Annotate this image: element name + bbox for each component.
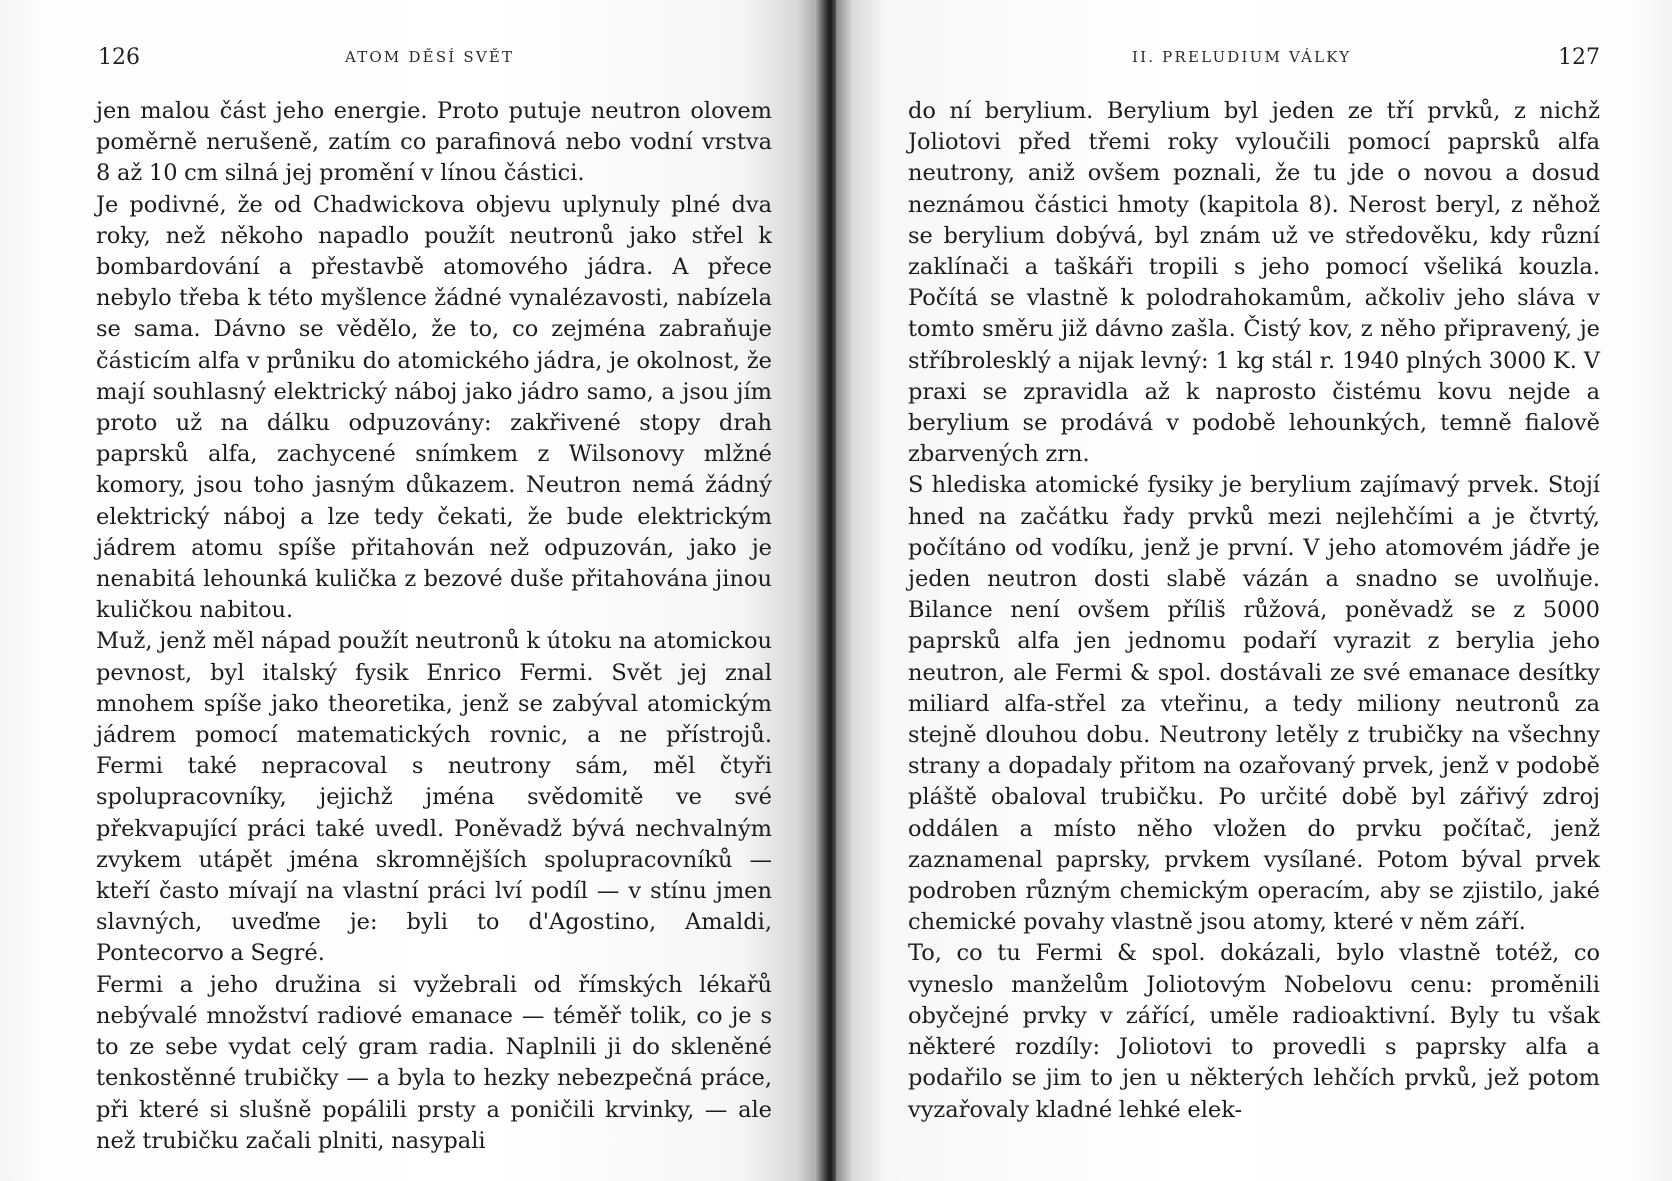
running-head: II. PRELUDIUM VÁLKY	[1132, 48, 1352, 66]
page-number: 126	[98, 45, 140, 70]
body-text	[908, 96, 1600, 1126]
left-page	[0, 0, 822, 1181]
right-page	[836, 0, 1672, 1181]
body-text	[96, 96, 772, 1157]
running-head: ATOM DĚSÍ SVĚT	[345, 48, 515, 66]
paragraph: S hlediska atomické fysiky je berylium zajímavý prvek. Stojí hned na začátku řady prvků mezi nejlehčími a je čtvrtý, počítáno od vodíku, jenž je první. V jeho atomovém jádře je jeden neutron dosti slabě vázán a snadno se uvolňuje. Bilance není ovšem příliš růžová, poněvadž se z 5000 paprsků alfa jen jednomu podaří vyrazit z berylia jeho neutron, ale Fermi & spol. dostávali ze své emanace desítky miliard alfa-střel za vteřinu, a tedy miliony neutronů za stejně dlouhou dobu. Neutrony letěly z trubičky na všechny strany a dopadaly přitom na ozařovaný prvek, jenž v podobě pláště obaloval trubičku. Po určité době byl zářivý zdroj oddálen a místo něho vložen do prvku počítač, jenž zaznamenal paprsky, prvkem vysílané. Potom býval prvek podroben různým chemickým operacím, aby se zjistilo, jaké chemické povahy vlastně jsou atomy, které v něm září.	[908, 472, 1600, 936]
paragraph: do ní berylium. Berylium byl jeden ze tří prvků, z nichž Joliotovi před třemi roky vyloučili pomocí paprsků alfa neutrony, aniž ovšem poznali, že tu jde o novou a dosud neznámou částici hmoty (kapitola 8). Nerost beryl, z něhož se berylium dobývá, byl znám už ve středověku, kdy různí zaklínači a taškáři tropili s jeho pomocí všeliká kouzla. Počítá se vlastně k polodrahokamům, ačkoliv jeho sláva v tomto směru již dávno zašla. Čistý kov, z něho připravený, je stříbrolesklý a nijak levný: 1 kg stál r. 1940 plných 3000 K. V praxi se zpravidla až k naprosto čistému kovu nejde a berylium se prodává v podobě lehounkých, temně fialově zbarvených zrn.	[908, 98, 1600, 468]
paragraph: Je podivné, že od Chadwickova objevu uplynuly plné dva roky, než někoho napadlo použít neutronů jako střel k bombardování a přestavbě atomového jádra. A přece nebylo třeba k této myšlence žádné vynalézavosti, nabízela se sama. Dávno se vědělo, že to, co zejména zabraňuje částicím alfa v průniku do atomického jádra, je okolnost, že mají souhlasný elektrický náboj jako jádro samo, a jsou jím proto už na dálku odpuzovány: zakřivené stopy drah paprsků alfa, zachycené snímkem z Wilsonovy mlžné komory, jsou toho jasným důkazem. Neutron nemá žádný elektrický náboj a lze tedy čekati, že bude elektrickým jádrem atomu spíše přitahován než odpuzován, jako je nenabitá lehounká kulička z bezové duše přitahována jinou kuličkou nabitou.	[96, 191, 772, 624]
page-number: 127	[1558, 45, 1600, 70]
paragraph: Muž, jenž měl nápad použít neutronů k útoku na atomickou pevnost, byl italský fysik Enrico Fermi. Svět jej znal mnohem spíše jako theoretika, jenž se zabýval atomickým jádrem pomocí matematických rovnic, a ne přístrojů. Fermi také nepracoval s neutrony sám, měl čtyři spolupracovníky, jejichž jména svědomitě ve své překvapující práci také uvedl. Poněvadž bývá nechvalným zvykem utápět jména skromnějších spolupracovníků — kteří často mívají na vlastní práci lví podíl — v stínu jmen slavných, uveďme je: byli to d'Agostino, Amaldi, Pontecorvo a Segré.	[96, 628, 772, 967]
paragraph: Fermi a jeho družina si vyžebrali od římských lékařů nebývalé množství radiové emanace — téměř tolik, co je s to ze sebe vydat celý gram radia. Naplnili ji do skleněné tenkostěnné trubičky — a byla to hezky nebezpečná práce, při které si slušně popálili prsty a poničili krvinky, — ale než trubičku začali plniti, nasypali	[96, 971, 772, 1154]
paragraph: To, co tu Fermi & spol. dokázali, bylo vlastně totéž, co vyneslo manželům Joliotovým Nobelovu cenu: proměnili obyčejné prvky v zářící, uměle radioaktivní. Byly tu však některé rozdíly: Joliotovi to provedli s paprsky alfa a podařilo se jim to jen u některých lehčích prvků, jež potom vyzařovaly kladné lehké elek-	[908, 940, 1600, 1123]
paragraph: jen malou část jeho energie. Proto putuje neutron olovem poměrně nerušeně, zatím co parafinová nebo vodní vrstva 8 až 10 cm silná jej promění v línou částici.	[96, 98, 772, 187]
